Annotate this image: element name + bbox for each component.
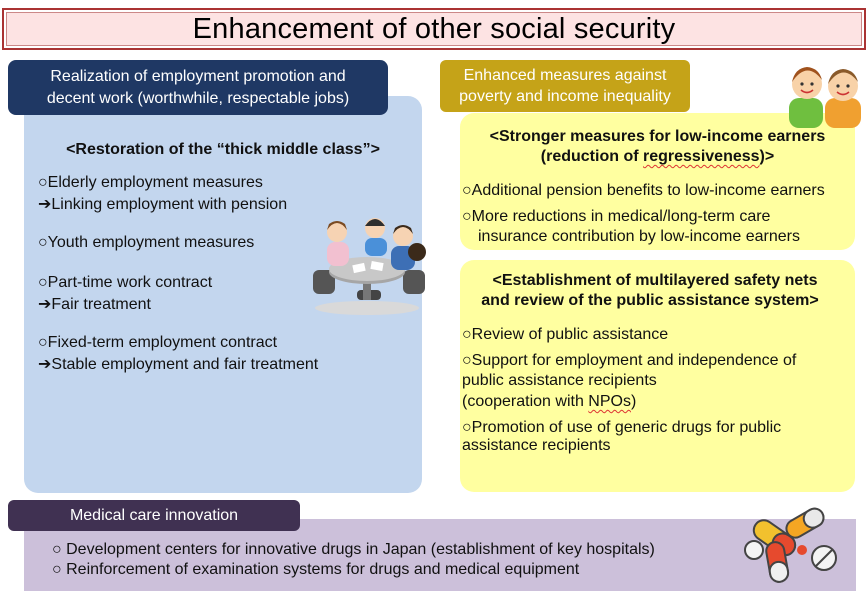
list-item: ➔Stable employment and fair treatment <box>38 356 319 373</box>
employment-panel-header <box>8 60 388 115</box>
list-item: ○ Development centers for innovative drugs in Japan (establishment of key hospitals) <box>52 541 655 558</box>
page-title: Enhancement of other social security <box>192 12 676 45</box>
meeting-illustration-icon <box>305 212 435 317</box>
poverty-panel-header <box>440 60 690 112</box>
pills-illustration-icon <box>742 506 842 586</box>
low-income-heading-line2 <box>460 148 855 166</box>
list-item: assistance recipients <box>462 437 611 454</box>
poverty-header-line2: poverty and income inequality <box>459 88 671 105</box>
list-item: ○Additional pension benefits to low-income earners <box>462 182 825 199</box>
list-item: ○Fixed-term employment contract <box>38 334 278 351</box>
poverty-header-line1: Enhanced measures against <box>463 67 667 84</box>
npo-text-flagged: NPOs <box>588 393 631 410</box>
safety-net-heading-line1: <Establishment of multilayered safety nets <box>492 272 818 289</box>
list-item: ○Review of public assistance <box>462 326 669 343</box>
list-item: ➔Linking employment with pension <box>38 196 288 213</box>
list-item: ○Youth employment measures <box>38 234 255 251</box>
list-item: ○Elderly employment measures <box>38 174 263 191</box>
list-item: ○Promotion of use of generic drugs for public <box>462 419 782 436</box>
list-item: public assistance recipients <box>462 372 657 389</box>
list-item <box>462 393 636 411</box>
list-item: ○ Reinforcement of examination systems for drugs and medical equipment <box>52 561 580 578</box>
list-item: ○Part-time work contract <box>38 274 213 291</box>
medical-innovation-header: Medical care innovation <box>8 500 300 531</box>
people-illustration-icon <box>785 58 865 128</box>
safety-net-heading-line2: and review of the public assistance system> <box>481 292 819 309</box>
list-item: insurance contribution by low-income earners <box>478 228 800 245</box>
heading-text: (reduction of <box>540 148 643 165</box>
list-item: ➔Fair treatment <box>38 296 151 313</box>
list-item: ○Support for employment and independence of <box>462 352 797 369</box>
low-income-heading-line1: <Stronger measures for low-income earners <box>489 128 826 145</box>
heading-text: )> <box>759 148 775 165</box>
middle-class-heading: <Restoration of the “thick middle class”> <box>66 141 380 158</box>
employment-header-line1: Realization of employment promotion and <box>50 67 346 85</box>
list-item: ○More reductions in medical/long-term care <box>462 208 771 225</box>
employment-header-line2: decent work (worthwhile, respectable jobs) <box>46 89 350 107</box>
page-title-bar <box>2 8 866 50</box>
heading-text-flagged: regressiveness <box>643 148 760 165</box>
npo-text: (cooperation with <box>462 393 589 410</box>
npo-text: ) <box>630 393 637 410</box>
